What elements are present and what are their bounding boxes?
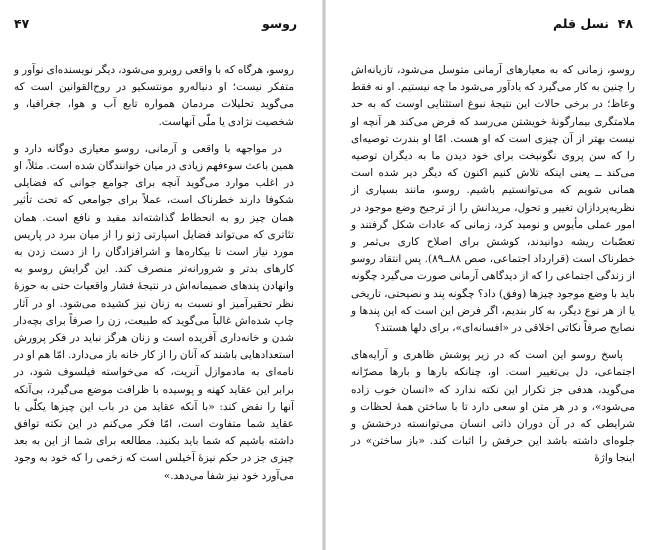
left-page <box>0 0 318 550</box>
left-paragraph-2: در مواجهه با واقعی و آرمانی، روسو معیاری دوگانه دارد و همین باعث سوءفهم زیادی در میان خوانندگان شده است. مثلاً، او در اغلب موارد می‌گوید آنچه برای جوامع جوانی که فضایلی شکوفا دارند خطرناک است، عملاً برای جوامعی که تحت تأثیر همان چیز رو به انحطاط گذاشته‌اند مفید و نافع است. همان تئاتری که می‌تواند فضایل اسپارتی ژنو را از میان ببرد در پاریس مورد نیاز است تا بیکاره‌ها و اشرافزادگان را از دست زدن به کارهای بدتر و شرورانه‌تر منصرف کند. این گرایش روسو به وانهادن پندهای صمیمانه‌اش در نتیجهٔ فشار واقعیات حتی به حوزهٔ نظر تحقیرآمیز او نسبت به زنان نیز کشیده می‌شود. او در آثار چاپ شده‌اش غالباً می‌گوید که طبیعت، زن را صرفاً برای بچه‌دار شدن و خانه‌داری آفریده است و زنان هرگز نباید در فکر پرورش استعدادهایی باشند که آنان را از کار خانه باز می‌دارد. امّا هم او در نامه‌ای به مادموازل آنریت، که می‌خواسته فیلسوف شود، در برابر این عقاید کهنه و پوسیده با ظرافت موضع می‌گیرد، بی‌آنکه آنها را نقض کند: «با آنکه عقاید من در باب این چیزها یکلّی با عقاید شما متفاوت است، امّا فکر می‌کنم در این نکته توافق داشته باشیم که شما باید بکنید. مطالعه برای شما از این به بعد چیزی جز در حکم نیزهٔ آخیلس است که زخمی را که خود به وجود می‌آورد خود نیز شفا می‌دهد.» <box>14 142 294 482</box>
left-page-number: ۴۷ <box>14 16 30 31</box>
right-running-title: نسل قلم <box>552 16 609 31</box>
right-page-body <box>351 62 635 478</box>
right-paragraph-1: روسو، زمانی که به معیارهای آرمانی متوسل می‌شود، تازیانه‌اش را چنین به کار می‌گیرد که یادآور می‌شود ما چه نیستیم. او نه فقط وعاظ؛ در برخی حالات این نتیجهٔ نبوغ استثنایی اوست که به حد ملامتگری بیمارگونهٔ خویشتن می‌رسد که فرض می‌کند هر آنچه او نیست بهتر از آن چیزی است که او هست. امّا او بندرت توصیه‌ای را که سن پروی نگونبخت برای خود دیدن ما به دیگران توصیه می‌کند ــ یعنی اینکه تلاش کنیم اکنون که دیگر دیر شده است همانی شویم که می‌توانستیم باشیم. روسو، مانند بسیاری از نظریه‌پردازان تغییر و تحول، مریدانش را از ترجیح وضع موجود در امور عملی مأیوس و نومید کرد، زمانی که عادات شکل گرفتند و تعصّبات ریشه دوانیدند، کوشش برای اصلاح کاری بی‌ثمر و خطرناک است (قرارداد اجتماعی، صص ۸۸ــ۸۹). پس انتقاد روسو از زندگی اجتماعی را که از دیدگاهی آرمانی صورت می‌گیرد چگونه باید با وضع موجود چیزها (وفق) داد؟ چگونه پند و نصیحتی، تاریخی یا از هر نوع دیگر، به کار بندیم، اگر فرض این است که این پندها و نصایح صرفاً نکاتی اخلاقی در «افسانه‌ای»، برای دلها هستند؟ <box>351 64 636 335</box>
right-page-number: ۴۸ <box>617 16 633 31</box>
left-page-body <box>14 62 294 495</box>
book-spine <box>322 0 326 550</box>
right-page <box>329 0 647 550</box>
left-running-title: روسو <box>262 16 298 31</box>
left-paragraph-1: روسو، هرگاه که با واقعی روبرو می‌شود، دیگر نویسنده‌ای نوآور و متفکر نیست؛ او دنباله‌رو مونتسکیو در روح‌القوانین است که می‌گوید تحلیلات مردمان همواره تابع آب و هوا، جغرافیا، و شخصیت نژادی یا ملّی آنهاست. <box>14 64 294 128</box>
right-paragraph-2: پاسخ روسو این است که در زیر پوشش ظاهری و آرایه‌های اجتماعی، دل بی‌تغییر است. او، چنانکه بارها و بارها مصرّانه می‌گوید، هدفی جز تکرار این نکته ندارد که «انسان خوب زاده می‌شود»، و در هر متن او سعی دارد تا با ساختن همهٔ لحظات و شرایطی که در آن دوران ذاتی انسان می‌توانسته درخشش و جلوه‌ای داشته باشد این حرفش را اثبات کند. «باز ساختن» در اینجا واژهٔ <box>351 349 635 465</box>
